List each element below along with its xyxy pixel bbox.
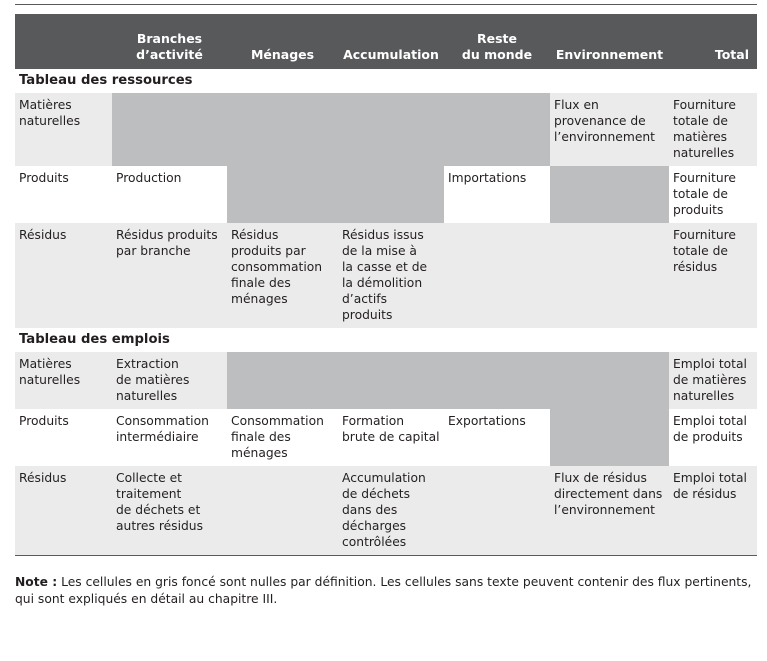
note-text: Les cellules en gris foncé sont nulles par définition. Les cellules sans texte peuvent contenir des flux pertinents, qui sont expliqués en détail au chapitre III.: [15, 575, 752, 606]
table-row: [15, 466, 757, 555]
table-cell: Emploi total de matières naturelles: [669, 352, 757, 409]
table-row: [15, 93, 757, 166]
row-label: Matières naturelles: [15, 352, 112, 409]
resources-uses-table: [15, 14, 757, 555]
table-cell: Extraction de matières naturelles: [112, 352, 227, 409]
row-label: Produits: [15, 166, 112, 223]
column-header-0: [15, 14, 112, 69]
table-cell: Importations: [444, 166, 550, 223]
table-cell: Résidus issus de la mise à la casse et de la démolition d’actifs produits: [338, 223, 444, 328]
table-cell: Flux de résidus directement dans l’environnement: [550, 466, 669, 555]
table-cell: Consommation intermédiaire: [112, 409, 227, 466]
null-cell: [227, 352, 669, 409]
null-cell: [227, 166, 444, 223]
table-cell: Fourniture totale de produits: [669, 166, 757, 223]
table-cell: Résidus produits par consommation finale des ménages: [227, 223, 338, 328]
document: [15, 4, 757, 620]
table-cell: Production: [112, 166, 227, 223]
row-label: Résidus: [15, 223, 112, 328]
bottom-rule: [15, 555, 757, 556]
table-cell: [444, 223, 550, 328]
table-cell: Emploi total de résidus: [669, 466, 757, 555]
row-label: Matières naturelles: [15, 93, 112, 166]
table-cell: Exportations: [444, 409, 550, 466]
header-row: [15, 14, 757, 69]
column-header-5: Environnement: [550, 14, 669, 69]
table-cell: Formation brute de capital: [338, 409, 444, 466]
section-title-row: [15, 328, 757, 352]
table-cell: Résidus produits par branche: [112, 223, 227, 328]
column-header-4: Reste du monde: [444, 14, 550, 69]
table-row: [15, 409, 757, 466]
table-cell: Collecte et traitement de déchets et autres résidus: [112, 466, 227, 555]
table-row: [15, 352, 757, 409]
table-cell: Fourniture totale de résidus: [669, 223, 757, 328]
section-title: Tableau des ressources: [15, 69, 757, 93]
section-title-row: [15, 69, 757, 93]
table-cell: Fourniture totale de matières naturelles: [669, 93, 757, 166]
null-cell: [550, 166, 669, 223]
row-label: Résidus: [15, 466, 112, 555]
table-body: [15, 69, 757, 555]
null-cell: [550, 409, 669, 466]
table-cell: Accumulation de déchets dans des décharges contrôlées: [338, 466, 444, 555]
row-label: Produits: [15, 409, 112, 466]
table-cell: [550, 223, 669, 328]
column-header-3: Accumulation: [338, 14, 444, 69]
section-title: Tableau des emplois: [15, 328, 757, 352]
column-header-1: Branches d’activité: [112, 14, 227, 69]
table-cell: [227, 466, 338, 555]
column-header-2: Ménages: [227, 14, 338, 69]
table-cell: Emploi total de produits: [669, 409, 757, 466]
top-rule: [15, 4, 757, 5]
table-cell: [444, 466, 550, 555]
table-cell: Flux en provenance de l’environnement: [550, 93, 669, 166]
footnote: [15, 574, 757, 608]
column-header-6: Total: [669, 14, 757, 69]
table-row: [15, 166, 757, 223]
note-label: Note :: [15, 575, 58, 589]
table-cell: Consommation finale des ménages: [227, 409, 338, 466]
null-cell: [112, 93, 550, 166]
table-row: [15, 223, 757, 328]
